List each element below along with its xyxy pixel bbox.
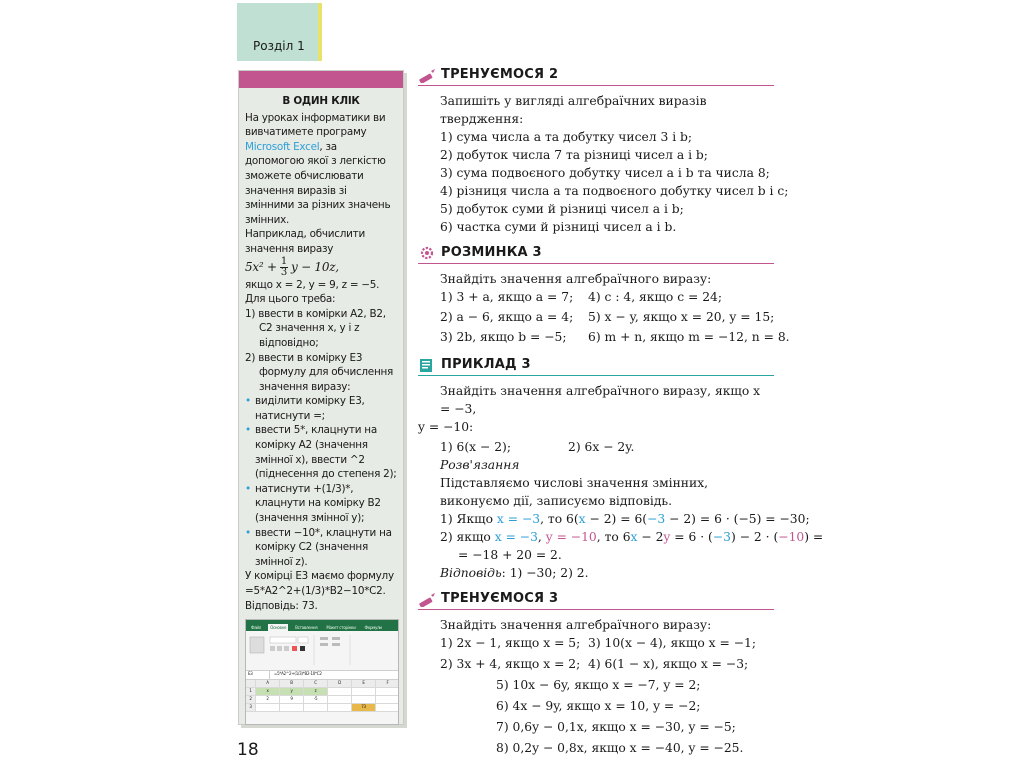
example3-lead-2: y = −10: — [418, 420, 474, 434]
train3-item: 7) 0,6y − 0,1x, якщо x = −30, y = −5; — [496, 720, 736, 734]
sidebar-formula: =5*A2^2+(1/3)*B2−10*C2. — [245, 585, 386, 597]
train3-item: 6) 4x − 9y, якщо x = 10, y = −2; — [496, 699, 701, 713]
excel-ribbon-tabs — [246, 620, 398, 631]
example3-tasks: 1) 6(x − 2); 2) 6x − 2y. — [440, 440, 635, 454]
section-tab — [237, 3, 322, 61]
excel-screenshot — [245, 619, 399, 725]
book-icon — [418, 357, 436, 373]
train2-heading: ТРЕНУЄМОСЯ 2 — [418, 64, 774, 86]
sidebar-bullet-2: • ввести 5*, клацнути на комірку A2 (значення змінної x), ввести ^2 (піднесення до степеня 2); — [245, 423, 397, 481]
warmup3-heading: РОЗМИНКА 3 — [418, 242, 774, 264]
page-number: 18 — [237, 740, 259, 760]
train2-item: 5) добуток суми й різниці чисел a і b; — [440, 202, 684, 216]
sidebar-title: В ОДИН КЛІК — [282, 95, 360, 107]
train2-item: 4) різниця числа a та подвоєного добутку чисел b і c; — [440, 184, 789, 198]
excel-tab-layout: Макет сторінки — [326, 625, 356, 631]
pencil-icon — [418, 67, 436, 83]
train2-lead: Запишіть у вигляді алгебраїчних виразів твердження: — [440, 94, 707, 126]
example3-heading: ПРИКЛАД 3 — [418, 354, 774, 376]
excel-tab-home: Основне — [270, 625, 287, 631]
sidebar-bullet-1: • виділити комірку E3, натиснути =; — [245, 394, 397, 423]
example3-answer: Відповідь: 1) −30; 2) 2. — [440, 566, 589, 580]
train3-grid: 1) 2x − 1, якщо x = 5; 3) 10(x − 4), якщо x = −1; 2) 3x + 4, якщо x = 2; 4) 6(1 − x), якщо x = −3; — [440, 636, 756, 671]
sidebar-top-bar — [239, 71, 403, 88]
train2-item: 3) сума подвоєного добутку чисел a і b та числа 8; — [440, 166, 770, 180]
solution-text: Підставляємо числові значення змінних, виконуємо дії, записуємо відповідь. — [440, 476, 709, 508]
gear-icon — [418, 245, 436, 261]
sidebar-step-2: 2) ввести в комірку E3 формулу для обчислення значення виразу: — [245, 351, 394, 393]
pencil-icon — [418, 591, 436, 607]
excel-tab-insert: Вставлення — [295, 625, 318, 631]
excel-name-box: E3 — [246, 671, 270, 679]
solution-step-2-cont: = −18 + 20 = 2. — [458, 548, 562, 562]
excel-link: Microsoft Excel — [245, 140, 320, 153]
sidebar-intro: На уроках інформатики ви вивчатимете програму Microsoft Excel, за допомогою якої з легкістю зможете обчислювати значення виразів зі змінними за різних значень змінних. — [245, 111, 391, 226]
excel-grid: A B C D E F 1 x y z 2 2 9 -5 3 73 — [246, 680, 398, 712]
sidebar-result: У комірці E3 маємо формулу — [245, 570, 394, 583]
warmup3-items: 1) 3 + a, якщо a = 7; 4) c : 4, якщо c = 24; 2) a − 6, якщо a = 4; 5) x − y, якщо x = 20, y = 15; 3) 2b, якщо b = −5; 6) m + n, якщо m = −12, n = 8. — [440, 290, 790, 344]
sidebar-condition: якщо x = 2, y = 9, z = −5. — [245, 278, 380, 291]
sidebar-example-lead: Наприклад, обчислити значення виразу — [245, 228, 365, 255]
excel-formula-bar — [246, 671, 398, 680]
solution-label: Розв'язання — [440, 458, 520, 472]
excel-formula-text: =5*A2^2+(1/3)*B2-10*C2 — [274, 671, 322, 677]
sidebar-need: Для цього треба: — [245, 293, 336, 306]
solution-step-2: 2) якщо x = −3, y = −10, то 6x − 2y = 6 · (−3) − 2 · (−10) = — [440, 530, 824, 544]
train2-item: 6) частка суми й різниці чисел a і b. — [440, 220, 677, 234]
section-tab-label: Розділ 1 — [253, 39, 305, 53]
sidebar-bullet-4: • ввести −10*, клацнути на комірку C2 (значення змінної z). — [245, 526, 397, 570]
excel-ribbon-icons — [246, 631, 398, 671]
excel-ribbon — [246, 631, 398, 671]
sidebar-answer: Відповідь: 73. — [245, 599, 318, 612]
train3-heading: ТРЕНУЄМОСЯ 3 — [418, 588, 774, 610]
train2-item: 1) сума числа a та добутку чисел 3 і b; — [440, 130, 693, 144]
train3-item: 8) 0,2y − 0,8x, якщо x = −40, y = −25. — [496, 741, 744, 755]
sidebar-expression: 5x² + $\frac{1}{3}$ y − 10z, — [245, 255, 339, 278]
sidebar-step-1: 1) ввести в комірки A2, B2, C2 значення x, y і z відповідно; — [245, 307, 386, 349]
example3-lead: Знайдіть значення алгебраїчного виразу, якщо x = −3, — [440, 384, 761, 416]
solution-step-1: 1) Якщо x = −3, то 6(x − 2) = 6(−3 − 2) = 6 · (−5) = −30; — [440, 512, 810, 526]
excel-tab-formulas: Формули — [364, 625, 382, 631]
excel-tab-file: Файл — [251, 625, 262, 631]
main-column — [418, 64, 824, 757]
one-click-sidebar — [238, 70, 404, 725]
excel-cell-e3: 73 — [352, 704, 376, 712]
sidebar-bullet-3: • натиснути +(1/3)*, клацнути на комірку B2 (значення змінної y); — [245, 482, 397, 526]
train3-item: 5) 10x − 6y, якщо x = −7, y = 2; — [496, 678, 701, 692]
train2-item: 2) добуток числа 7 та різниці чисел a і b; — [440, 148, 708, 162]
warmup3-lead: Знайдіть значення алгебраїчного виразу: — [440, 272, 712, 286]
train3-lead: Знайдіть значення алгебраїчного виразу: — [440, 618, 712, 632]
